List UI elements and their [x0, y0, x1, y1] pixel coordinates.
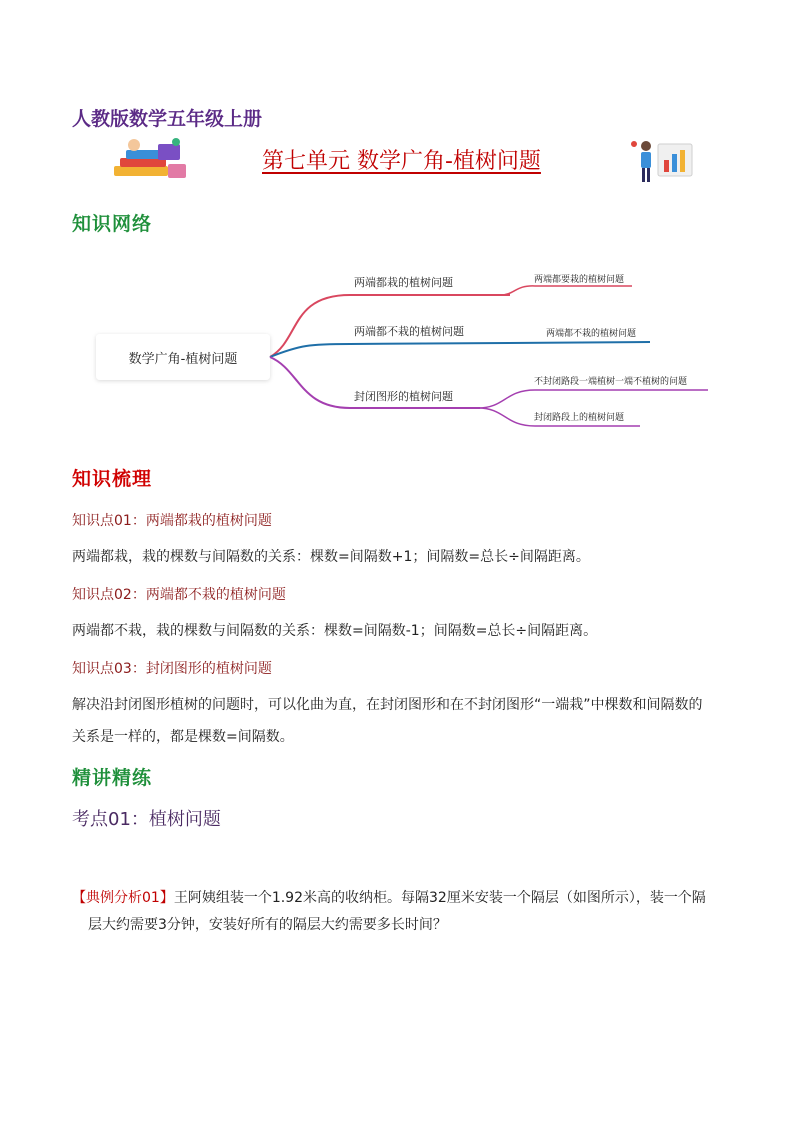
branch-label-1: 两端都栽的植树问题 — [354, 276, 453, 289]
knowledge-point-3-text-line2: 关系是一样的，都是棵数=间隔数。 — [72, 729, 294, 745]
unit-title: 第七单元 数学广角-植树问题 — [262, 149, 541, 174]
example-problem — [72, 885, 732, 939]
exam-point-title: 考点01：植树问题 — [72, 809, 221, 830]
leaf-label-3b: 封闭路段上的植树问题 — [534, 413, 625, 423]
branch-line-2 — [270, 342, 650, 357]
section-title-knowledge: 知识梳理 — [72, 468, 153, 490]
study-illustration-icon — [112, 136, 190, 184]
branch-label-2: 两端都不栽的植树问题 — [354, 325, 464, 338]
section-title-practice: 精讲精练 — [72, 767, 153, 789]
example-line-1: 王阿姨组装一个1.92米高的收纳柜。每隔32厘米安装一个隔层（如图所示），装一个隔 — [173, 890, 706, 906]
leaf-line-1 — [500, 286, 632, 295]
knowledge-point-1-text: 两端都栽，栽的棵数与间隔数的关系：棵数=间隔数+1；间隔数=总长÷间隔距离。 — [72, 549, 590, 565]
branch-label-3: 封闭图形的植树问题 — [354, 390, 453, 403]
leaf-label-2: 两端都不栽的植树问题 — [546, 329, 637, 339]
knowledge-point-1-label: 知识点01：两端都栽的植树问题 — [72, 513, 272, 529]
knowledge-point-2-text: 两端都不栽，栽的棵数与间隔数的关系：棵数=间隔数-1；间隔数=总长÷间隔距离。 — [72, 623, 598, 639]
section-title-network: 知识网络 — [72, 213, 153, 235]
mindmap-root-label: 数学广角-植树问题 — [128, 352, 238, 367]
grade-title: 人教版数学五年级上册 — [72, 108, 263, 130]
example-line-2: 层大约需要3分钟，安装好所有的隔层大约需要多长时间？ — [88, 917, 447, 933]
presenter-illustration-icon — [628, 136, 698, 184]
mind-map — [0, 250, 794, 440]
knowledge-point-3-text-line1: 解决沿封闭图形植树的问题时，可以化曲为直，在封闭图形和在不封闭图形“一端栽”中棵数和间隔数的 — [72, 697, 703, 713]
knowledge-point-3-label: 知识点03：封闭图形的植树问题 — [72, 661, 272, 677]
leaf-line-3a — [478, 390, 708, 408]
knowledge-point-2-label: 知识点02：两端都不栽的植树问题 — [72, 587, 286, 603]
example-tag: 【典例分析01】 — [72, 890, 174, 906]
leaf-label-1: 两端都要栽的植树问题 — [534, 275, 625, 285]
leaf-label-3a: 不封闭路段一端植树一端不植树的问题 — [534, 377, 688, 387]
